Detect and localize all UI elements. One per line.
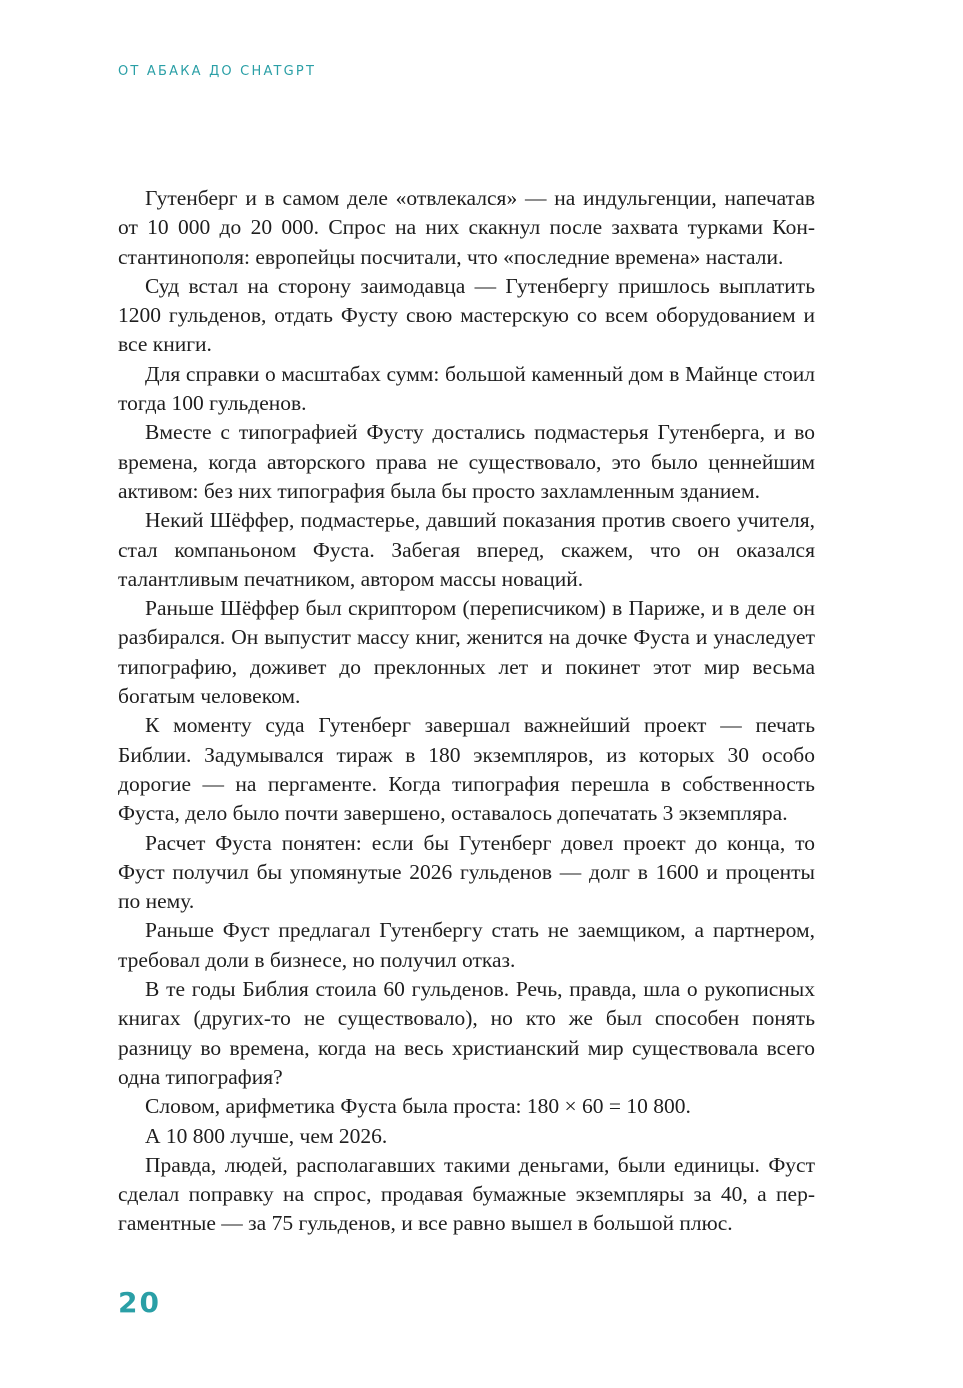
paragraph: К моменту суда Гутенберг завершал важнейший проект — печать Библии. Задумывался тираж в 180 экземпляров, из которых 30 особо дорогие — на пергаменте. Когда типография перешла в собственность Фуста, дело было почти завершено, оставалось допечатать 3 экземпляра.	[118, 713, 815, 826]
paragraph: Раньше Фуст предлагал Гутенбергу стать не заемщиком, а партнером, требовал доли в бизнесе, но получил отказ.	[118, 918, 815, 972]
paragraph: Вместе с типографией Фусту достались подмастерья Гутенберга, и во времена, когда авторского права не существовало, это было ценнейшим активом: без них типография была бы просто захламленным зданием.	[118, 420, 815, 503]
paragraph: А 10 800 лучше, чем 2026.	[145, 1123, 388, 1148]
paragraph: Суд встал на сторону заимодавца — Гутенбергу пришлось выплатить 1200 гульденов, отдать Фусту свою мастерскую со всем оборудованием и все книги.	[118, 273, 815, 357]
paragraph: Словом, арифметика Фуста была проста: 180 × 60 = 10 800.	[145, 1094, 691, 1119]
paragraph: Гутенберг и в самом деле «отвлекался» — на индульгенции, напечатав от 10 000 до 20 000. Спрос на них скакнул после захвата турками Константинополя: европейцы посчитали, что «последние времена» настали.	[118, 186, 815, 269]
paragraph: Раньше Шёффер был скриптором (переписчиком) в Париже, и в деле он разбирался. Он выпустит массу книг, женится на дочке Фуста и унаследует типографию, доживет до преклонных лет и покинет этот мир весьма богатым человеком.	[118, 596, 815, 709]
paragraph: Правда, людей, располагавших такими деньгами, были единицы. Фуст сделал поправку на спрос, продавая бумажные экземпляры за 40, а пергаментные — за 75 гульденов, и все равно вышел в большой плюс.	[118, 1152, 815, 1236]
body-text	[118, 184, 815, 1239]
paragraph: В те годы Библия стоила 60 гульденов. Речь, правда, шла о рукописных книгах (других-то не существовало), но кто же был способен понять разницу во времена, когда на весь христианский мир существовала всего одна типография?	[118, 977, 815, 1089]
paragraph: Для справки о масштабах сумм: большой каменный дом в Майнце стоил тогда 100 гульденов.	[118, 361, 815, 416]
running-header: ОТ АБАКА ДО CHATGPT	[118, 64, 317, 79]
paragraph: Некий Шёффер, подмастерье, давший показания против своего учителя, стал компаньоном Фуста. Забегая вперед, скажем, что он оказался талантливым печатником, автором массы новаций.	[118, 508, 815, 591]
paragraph: Расчет Фуста понятен: если бы Гутенберг довел проект до конца, то Фуст получил бы упомянутые 2026 гульденов — долг в 1600 и проценты по нему.	[118, 830, 815, 914]
page-number: 20	[118, 1286, 161, 1319]
